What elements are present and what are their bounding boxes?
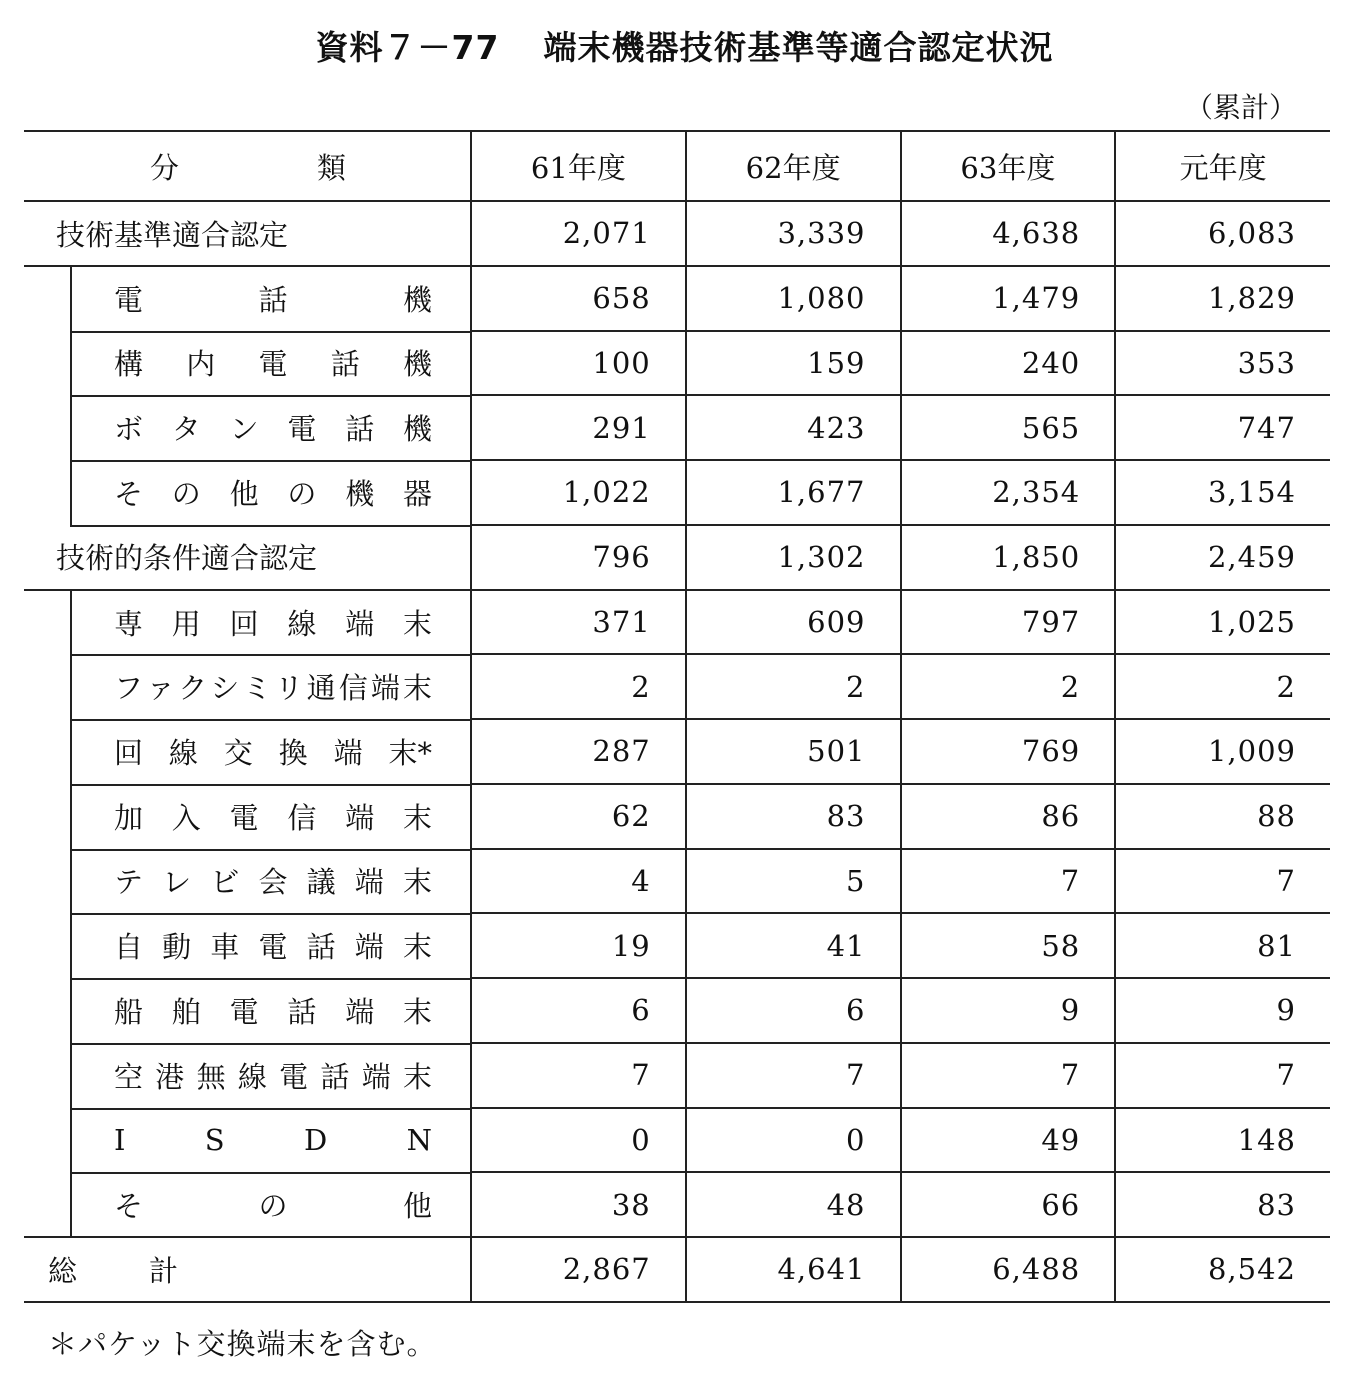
category-label-cell bbox=[24, 525, 471, 590]
label-char: 末 bbox=[402, 1059, 432, 1094]
subcategory-label-box bbox=[70, 978, 470, 1045]
subcategory-label-cell bbox=[24, 719, 471, 784]
value-cell: 86 bbox=[901, 784, 1116, 849]
value-cell: 2,071 bbox=[471, 201, 686, 266]
value-cell: 1,677 bbox=[686, 460, 901, 525]
label-char: S bbox=[204, 1122, 225, 1157]
header-year: 元年度 bbox=[1115, 131, 1330, 201]
label-char: 話 bbox=[258, 283, 288, 318]
subcategory-label bbox=[114, 925, 432, 966]
label-char: 自 bbox=[114, 930, 144, 965]
subcategory-row bbox=[24, 590, 1330, 655]
label-char: 船 bbox=[114, 994, 144, 1029]
label-char: 会 bbox=[258, 865, 288, 900]
label-char: 他 bbox=[402, 1188, 432, 1223]
label-char: 議 bbox=[306, 865, 336, 900]
value-cell: 240 bbox=[901, 331, 1116, 396]
subcategory-label-box bbox=[70, 654, 470, 721]
label-char: 回 bbox=[229, 606, 259, 641]
value-cell: 1,829 bbox=[1115, 266, 1330, 331]
subcategory-label-cell bbox=[24, 590, 471, 655]
value-cell: 7 bbox=[901, 1043, 1116, 1108]
label-char: 話 bbox=[345, 412, 375, 447]
value-cell: 38 bbox=[471, 1172, 686, 1237]
value-cell: 797 bbox=[901, 590, 1116, 655]
label-char: 端 bbox=[345, 606, 375, 641]
value-cell: 7 bbox=[1115, 1043, 1330, 1108]
value-cell: 148 bbox=[1115, 1108, 1330, 1173]
value-cell: 1,009 bbox=[1115, 719, 1330, 784]
subcategory-label-cell bbox=[24, 978, 471, 1043]
unit-note: （累計） bbox=[1184, 91, 1297, 124]
label-char: そ bbox=[114, 476, 144, 511]
subcategory-row bbox=[24, 1043, 1330, 1108]
value-cell: 3,339 bbox=[686, 201, 901, 266]
label-char: 入 bbox=[171, 800, 201, 835]
subcategory-label-cell bbox=[24, 331, 471, 396]
subcategory-row bbox=[24, 395, 1330, 460]
value-cell: 5 bbox=[686, 849, 901, 914]
value-cell: 81 bbox=[1115, 913, 1330, 978]
subcategory-label-cell bbox=[24, 460, 471, 525]
value-cell: 353 bbox=[1115, 331, 1330, 396]
label-char: そ bbox=[114, 1188, 144, 1223]
subcategory-row bbox=[24, 1172, 1330, 1237]
header-year: 62年度 bbox=[686, 131, 901, 201]
value-cell: 658 bbox=[471, 266, 686, 331]
label-char: 末 bbox=[402, 671, 432, 706]
label-char: 線 bbox=[237, 1059, 267, 1094]
value-cell: 7 bbox=[1115, 849, 1330, 914]
value-cell: 796 bbox=[471, 525, 686, 590]
total-value-cell: 6,488 bbox=[901, 1237, 1116, 1302]
label-char: 話 bbox=[287, 994, 317, 1029]
title-text: 端末機器技術基準等適合認定状況 bbox=[543, 28, 1054, 67]
value-cell: 287 bbox=[471, 719, 686, 784]
label-char: 線 bbox=[287, 606, 317, 641]
category-row bbox=[24, 201, 1330, 266]
label-char: ビ bbox=[210, 865, 240, 900]
label-char: N bbox=[406, 1122, 432, 1157]
value-cell: 2,354 bbox=[901, 460, 1116, 525]
value-cell: 2 bbox=[471, 654, 686, 719]
header-label bbox=[150, 146, 346, 187]
subcategory-label-cell bbox=[24, 784, 471, 849]
value-cell: 6,083 bbox=[1115, 201, 1330, 266]
total-label bbox=[48, 1249, 178, 1290]
value-cell: 100 bbox=[471, 331, 686, 396]
label-char: ボ bbox=[114, 412, 144, 447]
subcategory-row bbox=[24, 719, 1330, 784]
subcategory-label-box bbox=[70, 267, 470, 333]
value-cell: 0 bbox=[471, 1108, 686, 1173]
label-char: 端 bbox=[361, 1059, 391, 1094]
value-cell: 7 bbox=[471, 1043, 686, 1108]
label-char: 信 bbox=[338, 671, 368, 706]
label-char: の bbox=[287, 476, 317, 511]
value-cell: 423 bbox=[686, 395, 901, 460]
header-year: 61年度 bbox=[471, 131, 686, 201]
label-char: 端 bbox=[345, 994, 375, 1029]
value-cell: 4 bbox=[471, 849, 686, 914]
value-cell: 609 bbox=[686, 590, 901, 655]
title-number: 資料７－77 bbox=[315, 28, 500, 67]
subcategory-row bbox=[24, 460, 1330, 525]
subcategory-label bbox=[114, 472, 432, 513]
label-char: 車 bbox=[210, 930, 240, 965]
value-cell: 7 bbox=[686, 1043, 901, 1108]
subcategory-label-box bbox=[70, 849, 470, 916]
label-char: 端 bbox=[333, 735, 363, 770]
value-cell: 1,080 bbox=[686, 266, 901, 331]
subcategory-label bbox=[114, 1055, 432, 1096]
label-char: 構 bbox=[114, 347, 144, 382]
subcategory-label bbox=[114, 990, 432, 1031]
header-row bbox=[24, 131, 1330, 201]
value-cell: 7 bbox=[901, 849, 1116, 914]
value-cell: 565 bbox=[901, 395, 1116, 460]
value-cell: 2 bbox=[901, 654, 1116, 719]
label-char: 舶 bbox=[171, 994, 201, 1029]
value-cell: 41 bbox=[686, 913, 901, 978]
subcategory-label-cell bbox=[24, 1172, 471, 1237]
label-char: 無 bbox=[196, 1059, 226, 1094]
total-value-cell: 4,641 bbox=[686, 1237, 901, 1302]
value-cell: 4,638 bbox=[901, 201, 1116, 266]
value-cell: 88 bbox=[1115, 784, 1330, 849]
category-label: 技術基準適合認定 bbox=[56, 217, 289, 252]
category-label: 技術的条件適合認定 bbox=[56, 541, 318, 576]
value-cell: 6 bbox=[686, 978, 901, 1043]
label-char: 器 bbox=[402, 476, 432, 511]
label-char: 線 bbox=[168, 735, 198, 770]
label-char: 端 bbox=[370, 671, 400, 706]
label-char: 電 bbox=[229, 800, 259, 835]
value-cell: 1,850 bbox=[901, 525, 1116, 590]
subcategory-label-box bbox=[70, 719, 470, 786]
label-char: 動 bbox=[162, 930, 192, 965]
value-cell: 747 bbox=[1115, 395, 1330, 460]
subcategory-label bbox=[114, 407, 432, 448]
label-char: シ bbox=[210, 671, 240, 706]
subcategory-label-box bbox=[70, 1043, 470, 1110]
header-year: 63年度 bbox=[901, 131, 1116, 201]
label-char: 話 bbox=[306, 930, 336, 965]
label-char: 末 bbox=[402, 800, 432, 835]
label-char: 話 bbox=[320, 1059, 350, 1094]
label-char: 末 bbox=[402, 606, 432, 641]
label-char: 端 bbox=[354, 865, 384, 900]
subcategory-label-cell bbox=[24, 1108, 471, 1173]
page-title bbox=[0, 22, 1369, 69]
label-char: 他 bbox=[229, 476, 259, 511]
total-label-cell bbox=[24, 1237, 471, 1302]
label-char: 用 bbox=[171, 606, 201, 641]
label-char: 末* bbox=[388, 735, 432, 770]
subcategory-label-box bbox=[70, 784, 470, 851]
label-char: 末 bbox=[402, 994, 432, 1029]
label-char: D bbox=[304, 1122, 328, 1157]
label-char: 電 bbox=[258, 930, 288, 965]
label-char: 回 bbox=[114, 735, 144, 770]
subcategory-label-cell bbox=[24, 654, 471, 719]
label-char: ン bbox=[229, 412, 259, 447]
subcategory-row bbox=[24, 849, 1330, 914]
label-char: 話 bbox=[330, 347, 360, 382]
value-cell: 9 bbox=[1115, 978, 1330, 1043]
label-char: 信 bbox=[287, 800, 317, 835]
label-char: 端 bbox=[345, 800, 375, 835]
subcategory-label bbox=[114, 731, 432, 772]
total-value-cell: 8,542 bbox=[1115, 1237, 1330, 1302]
label-char: ミ bbox=[242, 671, 272, 706]
label-char: 港 bbox=[155, 1059, 185, 1094]
value-cell: 1,302 bbox=[686, 525, 901, 590]
value-cell: 66 bbox=[901, 1172, 1116, 1237]
label-char: 電 bbox=[279, 1059, 309, 1094]
label-char: 端 bbox=[354, 930, 384, 965]
subcategory-row bbox=[24, 654, 1330, 719]
subcategory-label-box bbox=[70, 331, 470, 398]
value-cell: 83 bbox=[1115, 1172, 1330, 1237]
value-cell: 1,022 bbox=[471, 460, 686, 525]
subcategory-label-box bbox=[70, 913, 470, 980]
value-cell: 2,459 bbox=[1115, 525, 1330, 590]
category-label-cell bbox=[24, 201, 471, 266]
label-char: 電 bbox=[114, 283, 144, 318]
label-char: の bbox=[171, 476, 201, 511]
subcategory-row bbox=[24, 784, 1330, 849]
subcategory-label bbox=[114, 1123, 432, 1157]
label-char: テ bbox=[114, 865, 144, 900]
label-char: 電 bbox=[229, 994, 259, 1029]
subcategory-row bbox=[24, 913, 1330, 978]
label-char: 類 bbox=[316, 150, 346, 185]
label-char: 加 bbox=[114, 800, 144, 835]
subcategory-label bbox=[114, 796, 432, 837]
value-cell: 6 bbox=[471, 978, 686, 1043]
subcategory-label bbox=[114, 342, 432, 383]
value-cell: 769 bbox=[901, 719, 1116, 784]
value-cell: 371 bbox=[471, 590, 686, 655]
footnote: ＊パケット交換端末を含む。 bbox=[48, 1327, 437, 1361]
value-cell: 501 bbox=[686, 719, 901, 784]
value-cell: 19 bbox=[471, 913, 686, 978]
subcategory-label-box bbox=[70, 591, 470, 657]
label-char: の bbox=[258, 1188, 288, 1223]
label-char: 換 bbox=[278, 735, 308, 770]
value-cell: 2 bbox=[686, 654, 901, 719]
label-char: フ bbox=[114, 671, 144, 706]
subcategory-label-box bbox=[70, 1108, 470, 1175]
subcategory-label bbox=[114, 602, 432, 643]
value-cell: 9 bbox=[901, 978, 1116, 1043]
value-cell: 83 bbox=[686, 784, 901, 849]
value-cell: 1,025 bbox=[1115, 590, 1330, 655]
value-cell: 291 bbox=[471, 395, 686, 460]
label-char: 分 bbox=[150, 150, 180, 185]
total-row bbox=[24, 1237, 1330, 1302]
label-char: 電 bbox=[258, 347, 288, 382]
label-char: 専 bbox=[114, 606, 144, 641]
value-cell: 3,154 bbox=[1115, 460, 1330, 525]
label-char: 計 bbox=[148, 1253, 178, 1288]
label-char: 内 bbox=[186, 347, 216, 382]
total-value-cell: 2,867 bbox=[471, 1237, 686, 1302]
label-char: レ bbox=[162, 865, 192, 900]
label-char: 通 bbox=[306, 671, 336, 706]
subcategory-label-cell bbox=[24, 266, 471, 331]
table-body bbox=[24, 201, 1330, 1302]
subcategory-label bbox=[114, 1184, 432, 1225]
subcategory-label-cell bbox=[24, 1043, 471, 1108]
subcategory-row bbox=[24, 978, 1330, 1043]
label-char: 機 bbox=[402, 283, 432, 318]
label-char: ク bbox=[178, 671, 208, 706]
label-char: 機 bbox=[402, 412, 432, 447]
value-cell: 159 bbox=[686, 331, 901, 396]
label-char: リ bbox=[274, 671, 304, 706]
subcategory-label bbox=[114, 860, 432, 901]
value-cell: 62 bbox=[471, 784, 686, 849]
subcategory-row bbox=[24, 331, 1330, 396]
subcategory-row bbox=[24, 266, 1330, 331]
label-char: タ bbox=[171, 412, 201, 447]
label-char: 交 bbox=[223, 735, 253, 770]
subcategory-label-cell bbox=[24, 395, 471, 460]
category-row bbox=[24, 525, 1330, 590]
subcategory-row bbox=[24, 1108, 1330, 1173]
label-char: 空 bbox=[114, 1059, 144, 1094]
header-label-cell bbox=[24, 131, 471, 201]
value-cell: 49 bbox=[901, 1108, 1116, 1173]
label-char: 機 bbox=[402, 347, 432, 382]
value-cell: 2 bbox=[1115, 654, 1330, 719]
label-char: 機 bbox=[345, 476, 375, 511]
value-cell: 1,479 bbox=[901, 266, 1116, 331]
subcategory-label-box bbox=[70, 460, 470, 527]
value-cell: 48 bbox=[686, 1172, 901, 1237]
subcategory-label-cell bbox=[24, 849, 471, 914]
subcategory-label bbox=[114, 278, 432, 319]
subcategory-label-box bbox=[70, 395, 470, 462]
subcategory-label-box bbox=[70, 1172, 470, 1238]
value-cell: 58 bbox=[901, 913, 1116, 978]
subcategory-label bbox=[114, 666, 432, 707]
label-char: 末 bbox=[402, 865, 432, 900]
label-char: 末 bbox=[402, 930, 432, 965]
value-cell: 0 bbox=[686, 1108, 901, 1173]
label-char: I bbox=[114, 1122, 126, 1157]
label-char: 電 bbox=[287, 412, 317, 447]
label-char: 総 bbox=[48, 1253, 78, 1288]
label-char: ァ bbox=[146, 671, 176, 706]
data-table bbox=[24, 130, 1330, 1303]
subcategory-label-cell bbox=[24, 913, 471, 978]
